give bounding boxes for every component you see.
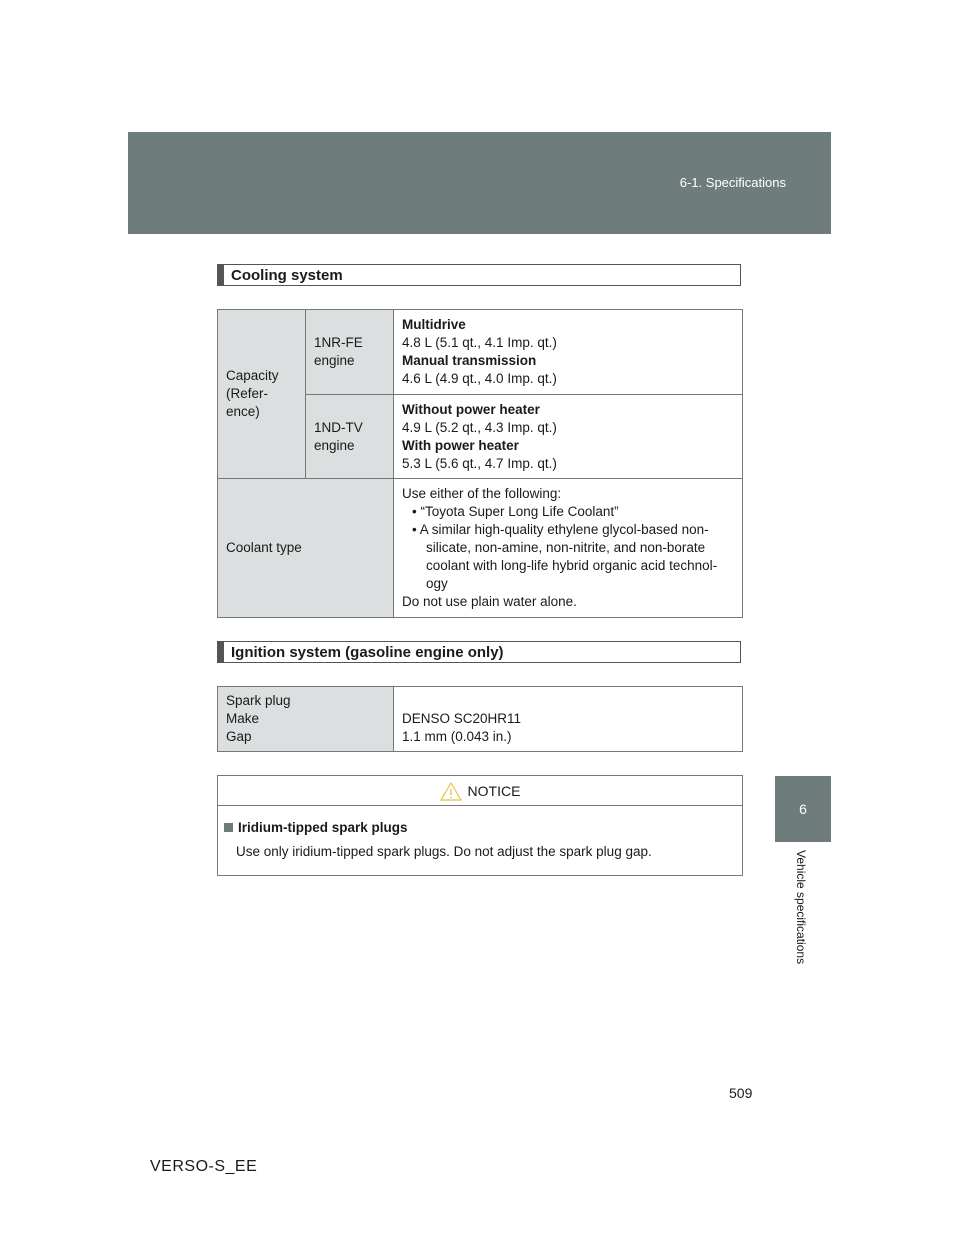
engine-1nr-fe-text: 1NR-FE engine [314,335,363,368]
warning-triangle-icon [440,781,462,801]
coolant-bullet-2-line-1: • A similar high-quality ethylene glycol-based non- [412,522,709,537]
gap-value: 1.1 mm (0.043 in.) [402,729,512,744]
make-label: Make [226,711,260,726]
notice-subheading [224,820,742,835]
notice-text: Use only iridium-tipped spark plugs. Do not adjust the spark plug gap. [236,844,652,859]
notice-title: NOTICE [467,782,521,799]
section-breadcrumb: 6-1. Specifications [679,175,786,190]
coolant-type-label: Coolant type [218,479,394,618]
cooling-system-table [217,309,743,618]
spark-plug-label [218,687,394,752]
coolant-outro: Do not use plain water alone. [402,594,577,609]
heading-marker [218,265,224,285]
capacity-label [218,310,306,479]
capacity-label-text: Capacity (Refer-ence) [226,368,279,419]
chapter-label: Vehicle specifications [794,850,808,965]
notice-subheading-text: Iridium-tipped spark plugs [238,820,408,835]
multidrive-value: 4.8 L (5.1 qt., 4.1 Imp. qt.) [402,335,557,350]
ignition-system-title: Ignition system (gasoline engine only) [231,643,504,661]
engine-1nd-tv-text: 1ND-TV engine [314,419,363,453]
spark-plug-text: Spark plug [226,693,291,708]
without-power-heater-label: Without power heater [402,401,540,417]
ignition-system-table [217,686,743,752]
footer-code: VERSO-S_EE [150,1158,258,1175]
square-bullet-icon [224,823,233,832]
with-power-heater-label: With power heater [402,437,519,453]
with-power-heater-value: 5.3 L (5.6 qt., 4.7 Imp. qt.) [402,455,557,471]
coolant-bullet-2-line-2: silicate, non-amine, non-nitrite, and non-borate [426,540,706,555]
engine-1nr-fe-capacity [394,310,743,395]
manual-transmission-label: Manual transmission [402,353,537,368]
heading-marker [218,642,224,662]
coolant-bullet-1: • “Toyota Super Long Life Coolant” [412,504,619,519]
coolant-bullet-2-line-4: ogy [426,576,448,591]
cooling-system-title: Cooling system [231,266,343,284]
multidrive-label: Multidrive [402,317,466,332]
engine-1nr-fe-label [306,310,394,395]
gap-label: Gap [226,729,252,744]
manual-transmission-value: 4.6 L (4.9 qt., 4.0 Imp. qt.) [402,371,557,386]
engine-1nd-tv-capacity [394,395,743,479]
make-value: DENSO SC20HR11 [402,711,522,726]
chapter-tab: 6 [775,776,831,842]
notice-header [218,776,742,806]
coolant-bullet-2-line-3: coolant with long-life hybrid organic acid technol- [426,558,718,573]
notice-box [217,775,743,876]
page-number: 509 [729,1085,753,1101]
spark-plug-value [394,687,743,752]
coolant-intro: Use either of the following: [402,486,562,501]
coolant-type-value [394,479,743,618]
cooling-system-heading [217,264,741,286]
engine-1nd-tv-label [306,395,394,479]
header-bar [128,132,831,234]
ignition-system-heading [217,641,741,663]
without-power-heater-value: 4.9 L (5.2 qt., 4.3 Imp. qt.) [402,419,557,435]
